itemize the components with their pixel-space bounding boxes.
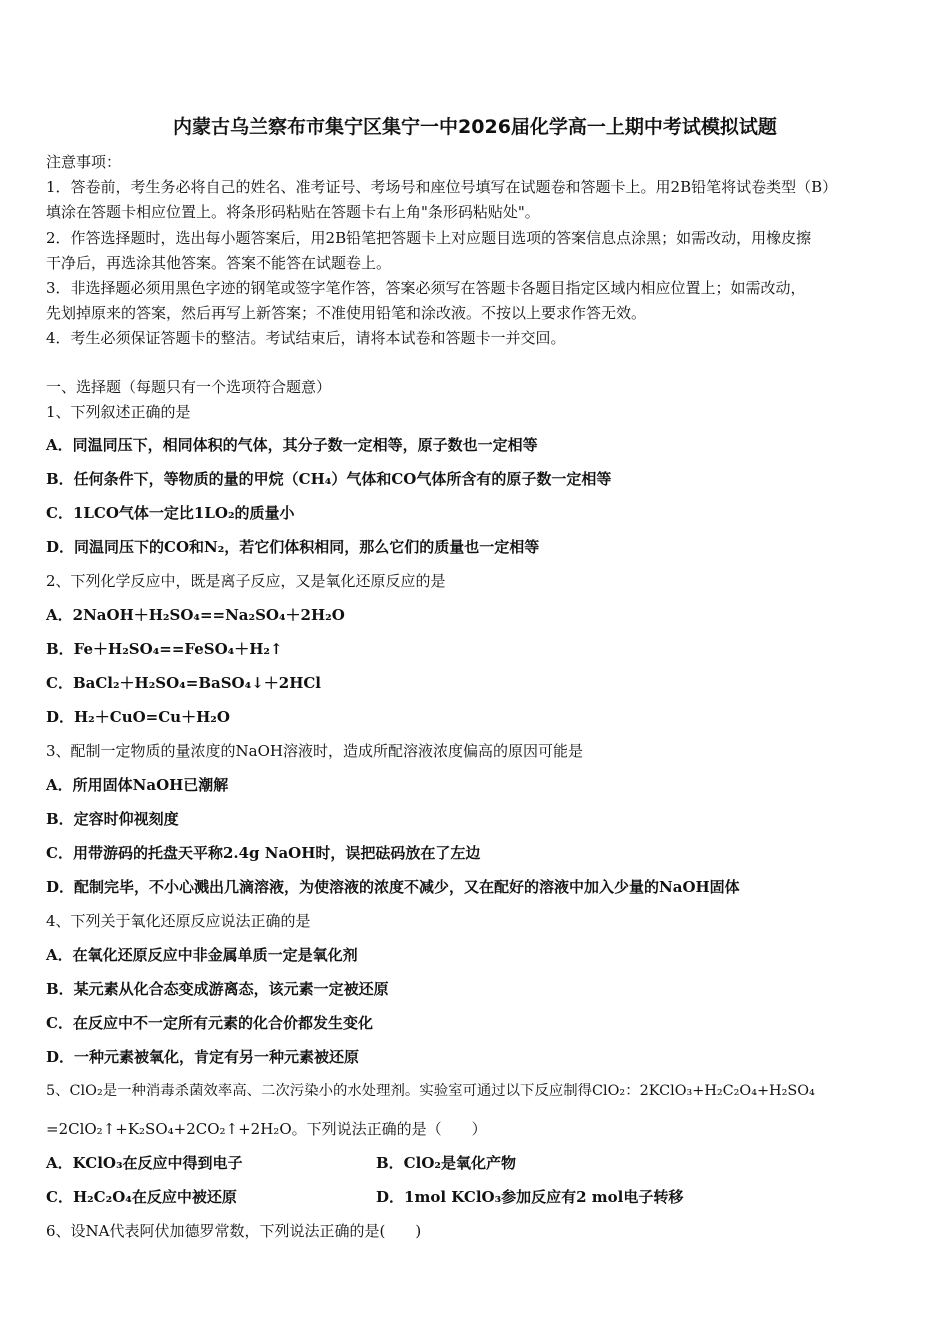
notice-line-1: 1．答卷前，考生务必将自己的姓名、准考证号、考场号和座位号填写在试题卷和答题卡上。用2B铅笔将试卷类型（B） — [46, 178, 838, 196]
question-3-option-c: C．用带游码的托盘天平称2.4g NaOH时，误把砝码放在了左边 — [46, 844, 481, 862]
question-4-option-a: A．在氧化还原反应中非金属单质一定是氧化剂 — [46, 946, 358, 964]
question-3-option-a: A．所用固体NaOH已潮解 — [46, 776, 229, 794]
question-5-option-c: C．H₂C₂O₄在反应中被还原 — [46, 1188, 237, 1206]
question-3-option-b: B．定容时仰视刻度 — [46, 810, 179, 828]
question-4-option-d: D．一种元素被氧化，肯定有另一种元素被还原 — [46, 1048, 360, 1066]
question-3-stem: 3、配制一定物质的量浓度的NaOH溶液时，造成所配溶液浓度偏高的原因可能是 — [46, 742, 583, 760]
question-4-option-c: C．在反应中不一定所有元素的化合价都发生变化 — [46, 1014, 373, 1032]
notice-line-6: 先划掉原来的答案，然后再写上新答案；不准使用铅笔和涂改液。不按以上要求作答无效。 — [46, 304, 647, 322]
question-1-option-c: C．1LCO气体一定比1LO₂的质量小 — [46, 504, 295, 522]
question-6-stem: 6、设NA代表阿伏加德罗常数，下列说法正确的是( ) — [46, 1222, 422, 1240]
notice-line-5: 3．非选择题必须用黑色字迹的钢笔或签字笔作答，答案必须写在答题卡各题目指定区域内相应位置上；如需改动， — [46, 279, 806, 297]
question-2-stem: 2、下列化学反应中，既是离子反应，又是氧化还原反应的是 — [46, 572, 446, 590]
question-4-stem: 4、下列关于氧化还原反应说法正确的是 — [46, 912, 311, 930]
question-5-stem-line-1: 5、ClO₂是一种消毒杀菌效率高、二次污染小的水处理剂。实验室可通过以下反应制得ClO₂：2KClO₃+H₂C₂O₄+H₂SO₄ — [46, 1083, 815, 1099]
question-5-option-a: A．KClO₃在反应中得到电子 — [46, 1154, 243, 1172]
notice-line-2: 填涂在答题卡相应位置上。将条形码粘贴在答题卡右上角"条形码粘贴处"。 — [46, 203, 540, 221]
question-2-option-c: C．BaCl₂＋H₂SO₄=BaSO₄↓＋2HCl — [46, 674, 322, 692]
question-1-option-a: A．同温同压下，相同体积的气体，其分子数一定相等，原子数也一定相等 — [46, 436, 538, 454]
question-5-option-b: B．ClO₂是氧化产物 — [376, 1154, 516, 1172]
question-1-option-d: D．同温同压下的CO和N₂，若它们体积相同，那么它们的质量也一定相等 — [46, 538, 540, 556]
notice-line-4: 干净后，再选涂其他答案。答案不能答在试题卷上。 — [46, 254, 392, 272]
question-3-option-d: D．配制完毕，不小心溅出几滴溶液，为使溶液的浓度不减少，又在配好的溶液中加入少量的NaOH固体 — [46, 878, 740, 896]
question-5-stem-line-2: =2ClO₂↑+K₂SO₄+2CO₂↑+2H₂O。下列说法正确的是（ ） — [46, 1120, 487, 1138]
question-5-option-d: D．1mol KClO₃参加反应有2 mol电子转移 — [376, 1188, 684, 1206]
question-2-option-a: A．2NaOH＋H₂SO₄==Na₂SO₄＋2H₂O — [46, 606, 345, 624]
notice-line-3: 2．作答选择题时，选出每小题答案后，用2B铅笔把答题卡上对应题目选项的答案信息点涂黑；如需改动，用橡皮擦 — [46, 229, 812, 247]
notice-heading: 注意事项： — [46, 153, 122, 171]
question-1-stem: 1、下列叙述正确的是 — [46, 403, 191, 421]
section-heading: 一、选择题（每题只有一个选项符合题意） — [46, 378, 332, 396]
question-1-option-b: B．任何条件下，等物质的量的甲烷（CH₄）气体和CO气体所含有的原子数一定相等 — [46, 470, 612, 488]
question-4-option-b: B．某元素从化合态变成游离态，该元素一定被还原 — [46, 980, 389, 998]
page-title: 内蒙古乌兰察布市集宁区集宁一中2026届化学高一上期中考试模拟试题 — [173, 116, 777, 138]
question-2-option-b: B．Fe＋H₂SO₄==FeSO₄＋H₂↑ — [46, 640, 283, 658]
question-2-option-d: D．H₂＋CuO=Cu＋H₂O — [46, 708, 230, 726]
notice-line-7: 4．考生必须保证答题卡的整洁。考试结束后，请将本试卷和答题卡一并交回。 — [46, 329, 566, 347]
